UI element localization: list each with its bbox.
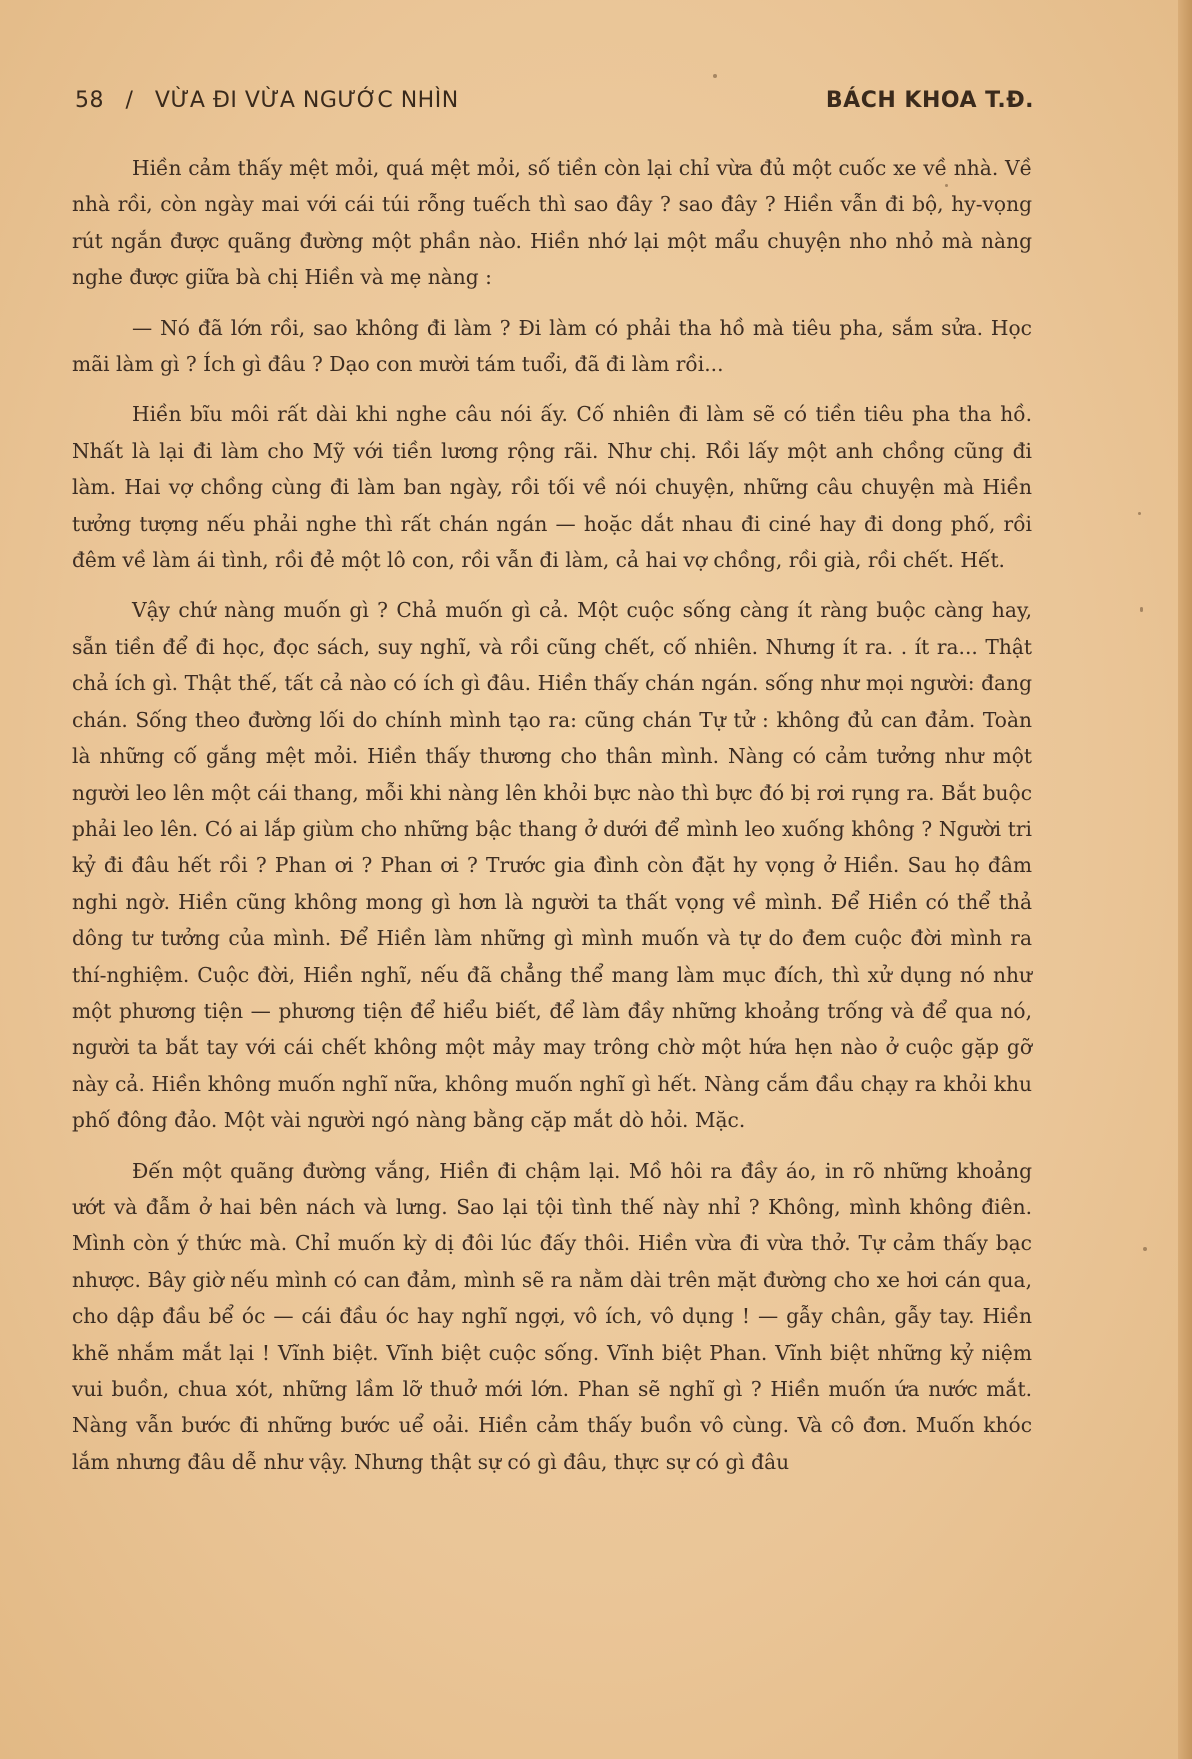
paragraph: Vậy chứ nàng muốn gì ? Chả muốn gì cả. Một cuộc sống càng ít ràng buộc càng hay, sẵn tiền để đi học, đọc sách, suy nghĩ, và rồi cũng chết, cố nhiên. Nhưng ít ra. . ít ra... Thật chả ích gì. Thật thế, tất cả nào có ích gì đâu. Hiền thấy chán ngán. sống như mọi người: đang chán. Sống theo đường lối do chính mình tạo ra: cũng chán Tự tử : không đủ can đảm. Toàn là những cố gắng mệt mỏi. Hiền thấy thương cho thân mình. Nàng có cảm tưởng như một người leo lên một cái thang, mỗi khi nàng lên khỏi bực nào thì bực đó bị rơi rụng ra. Bắt buộc phải leo lên. Có ai lắp giùm cho những bậc thang ở dưới để mình leo xuống không ? Người tri kỷ đi đâu hết rồi ? Phan ơi ? Phan ơi ? Trước gia đình còn đặt hy vọng ở Hiền. Sau họ đâm nghi ngờ. Hiền cũng không mong gì hơn là người ta thất vọng về mình. Để Hiền có thể thả dông tư tưởng của mình. Để Hiền làm những gì mình muốn và tự do đem cuộc đời mình ra thí-nghiệm. Cuộc đời, Hiền nghĩ, nếu đã chẳng thể mang làm mục đích, thì xử dụng nó như một phương tiện — phương tiện để hiểu biết, để làm đầy những khoảng trống và để qua nó, người ta bắt tay với cái chết không một mảy may trông chờ một hứa hẹn nào ở cuộc gặp gỡ này cả. Hiền không muốn nghĩ nữa, không muốn nghĩ gì hết. Nàng cắm đầu chạy ra khỏi khu phố đông đảo. Một vài người ngó nàng bằng cặp mắt dò hỏi. Mặc. [72, 598, 1032, 1133]
section-title: VỪA ĐI VỪA NGƯỚC NHÌN [154, 88, 459, 113]
paragraph: — Nó đã lớn rồi, sao không đi làm ? Đi làm có phải tha hồ mà tiêu pha, sắm sửa. Học mãi làm gì ? Ích gì đâu ? Dạo con mười tám tuổi, đã đi làm rồi... [72, 315, 1032, 377]
ink-speck [1143, 1247, 1147, 1251]
paragraph: Hiền cảm thấy mệt mỏi, quá mệt mỏi, số tiền còn lại chỉ vừa đủ một cuốc xe về nhà. Về nhà rồi, còn ngày mai với cái túi rỗng tuếch thì sao đây ? sao đây ? Hiền vẫn đi bộ, hy-vọng rút ngắn được quãng đường một phần nào. Hiền nhớ lại một mẩu chuyện nho nhỏ mà nàng nghe được giữa bà chị Hiền và mẹ nàng : [72, 156, 1032, 290]
article-body [72, 150, 1032, 1480]
page-number: 58 [75, 88, 104, 113]
paragraph: Đến một quãng đường vắng, Hiền đi chậm lại. Mồ hôi ra đầy áo, in rõ những khoảng ướt và đẫm ở hai bên nách và lưng. Sao lại tội tình thế này nhỉ ? Không, mình không điên. Mình còn ý thức mà. Chỉ muốn kỳ dị đôi lúc đấy thôi. Hiền vừa đi vừa thở. Tự cảm thấy bạc nhược. Bây giờ nếu mình có can đảm, mình sẽ ra nằm dài trên mặt đường cho xe hơi cán qua, cho dập đầu bể óc — cái đầu óc hay nghĩ ngợi, vô ích, vô dụng ! — gẫy chân, gẫy tay. Hiền khẽ nhắm mắt lại ! Vĩnh biệt. Vĩnh biệt cuộc sống. Vĩnh biệt Phan. Vĩnh biệt những kỷ niệm vui buồn, chua xót, những lầm lỡ thuở mới lớn. Phan sẽ nghĩ gì ? Hiền muốn ứa nước mắt. Nàng vẫn bước đi những bước uể oải. Hiền cảm thấy buồn vô cùng. Và cô đơn. Muốn khóc lắm nhưng đâu dễ như vậy. Nhưng thật sự có gì đâu, thực sự có gì đâu [72, 1158, 1032, 1474]
publication-name: BÁCH KHOA T.Đ. [825, 88, 1034, 113]
running-header [75, 88, 1034, 122]
ink-speck [1138, 512, 1141, 515]
paragraph: Hiền bĩu môi rất dài khi nghe câu nói ấy. Cố nhiên đi làm sẽ có tiền tiêu pha tha hồ. Nhất là lại đi làm cho Mỹ với tiền lương rộng rãi. Như chị. Rồi lấy một anh chồng cũng đi làm. Hai vợ chồng cùng đi làm ban ngày, rồi tối về nói chuyện, những câu chuyện mà Hiền tưởng tượng nếu phải nghe thì rất chán ngán — hoặc dắt nhau đi ciné hay đi dong phố, rồi đêm về làm ái tình, rồi đẻ một lô con, rồi vẫn đi làm, cả hai vợ chồng, rồi già, rồi chết. Hết. [72, 402, 1032, 573]
ink-speck [713, 74, 717, 78]
ink-speck [1140, 607, 1143, 612]
header-separator: / [125, 88, 134, 113]
page-edge [1178, 0, 1192, 1759]
header-left [75, 88, 459, 113]
